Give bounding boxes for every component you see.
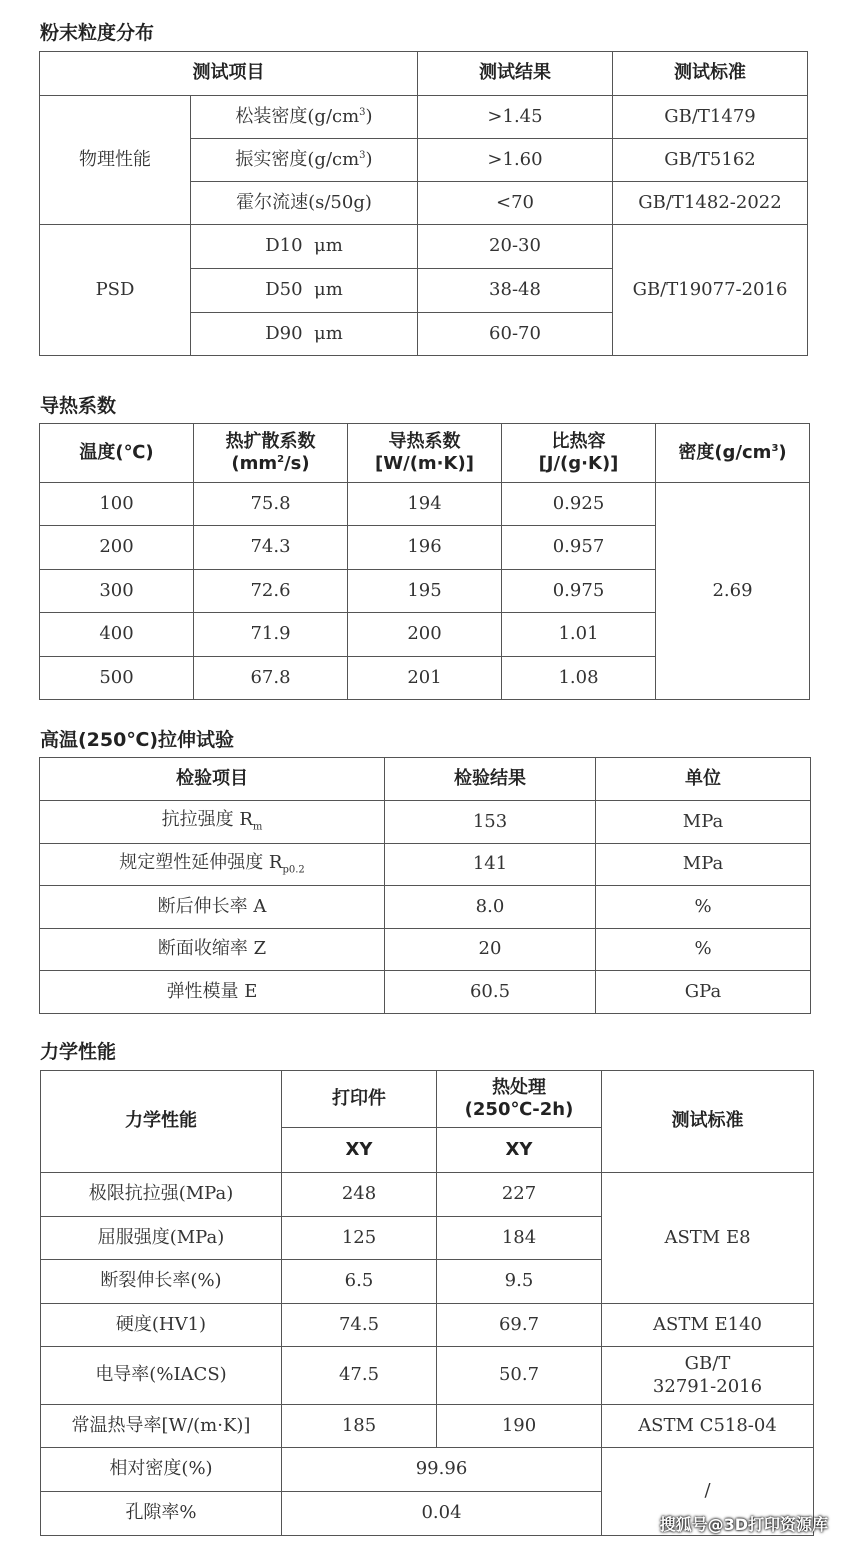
thermal-table bbox=[39, 423, 810, 700]
row-result: <70 bbox=[418, 182, 613, 225]
header-inspection-item: 检验项目 bbox=[40, 758, 385, 801]
row-label: D90 μm bbox=[191, 313, 418, 356]
header-specific-heat: 比热容 [J/(g·K)] bbox=[502, 424, 656, 483]
row-label: 极限抗拉强(MPa) bbox=[41, 1173, 282, 1217]
row-printed: 185 bbox=[282, 1405, 437, 1448]
header-test-result: 测试结果 bbox=[418, 52, 613, 96]
cell-diff: 74.3 bbox=[194, 526, 348, 570]
row-result: 60-70 bbox=[418, 313, 613, 356]
row-label: 弹性模量 E bbox=[40, 971, 385, 1014]
cell-heat: 1.08 bbox=[502, 657, 656, 700]
row-label: 孔隙率% bbox=[41, 1492, 282, 1536]
row-standard: GB/T1482-2022 bbox=[613, 182, 808, 225]
header-inspection-result: 检验结果 bbox=[385, 758, 596, 801]
row-result: >1.45 bbox=[418, 96, 613, 139]
row-label: 断裂伸长率(%) bbox=[41, 1260, 282, 1304]
row-unit: GPa bbox=[596, 971, 811, 1014]
row-heat: 190 bbox=[437, 1405, 602, 1448]
header-xy-heat: XY bbox=[437, 1128, 602, 1173]
group-psd: PSD bbox=[40, 225, 191, 356]
psd-standard: GB/T19077-2016 bbox=[613, 225, 808, 356]
row-result: 8.0 bbox=[385, 886, 596, 929]
cell-temp: 100 bbox=[40, 483, 194, 526]
row-standard: GB/T5162 bbox=[613, 139, 808, 182]
tensile-table bbox=[39, 757, 811, 1014]
row-label: 常温热导率[W/(m·K)] bbox=[41, 1405, 282, 1448]
row-result: 20-30 bbox=[418, 225, 613, 269]
row-printed: 6.5 bbox=[282, 1260, 437, 1304]
row-result: 20 bbox=[385, 929, 596, 971]
row-result: 60.5 bbox=[385, 971, 596, 1014]
row-label: 规定塑性延伸强度 $R_{p0.2}$ bbox=[40, 844, 385, 886]
section-title-powder: 粉末粒度分布 bbox=[40, 22, 155, 44]
row-heat: 50.7 bbox=[437, 1347, 602, 1405]
powder-table bbox=[39, 51, 808, 356]
row-standard: GB/T1479 bbox=[613, 96, 808, 139]
cell-cond: 194 bbox=[348, 483, 502, 526]
header-property: 力学性能 bbox=[41, 1071, 282, 1173]
row-label: 电导率(%IACS) bbox=[41, 1347, 282, 1405]
row-printed: 248 bbox=[282, 1173, 437, 1217]
row-label: 断后伸长率 A bbox=[40, 886, 385, 929]
row-label: 断面收缩率 Z bbox=[40, 929, 385, 971]
header-printed: 打印件 bbox=[282, 1071, 437, 1128]
row-result: 153 bbox=[385, 801, 596, 844]
row-printed: 125 bbox=[282, 1217, 437, 1260]
row-unit: MPa bbox=[596, 844, 811, 886]
cell-temp: 200 bbox=[40, 526, 194, 570]
standard-none: / bbox=[602, 1448, 814, 1536]
row-printed: 47.5 bbox=[282, 1347, 437, 1405]
row-heat: 9.5 bbox=[437, 1260, 602, 1304]
row-label: 振实密度$(g/cm^3)$ bbox=[191, 139, 418, 182]
row-heat: 227 bbox=[437, 1173, 602, 1217]
section-title-tensile: 高温(250℃)拉伸试验 bbox=[40, 729, 235, 751]
cell-temp: 400 bbox=[40, 613, 194, 657]
cell-cond: 201 bbox=[348, 657, 502, 700]
cell-density: 2.69 bbox=[656, 483, 810, 700]
header-xy-printed: XY bbox=[282, 1128, 437, 1173]
cell-heat: 1.01 bbox=[502, 613, 656, 657]
cell-temp: 500 bbox=[40, 657, 194, 700]
porosity-value: 0.04 bbox=[282, 1492, 602, 1536]
relative-density-value: 99.96 bbox=[282, 1448, 602, 1492]
standard-astm-c518: ASTM C518-04 bbox=[602, 1405, 814, 1448]
watermark: 搜狐号@3D打印资源库 bbox=[659, 1515, 828, 1534]
cell-diff: 72.6 bbox=[194, 570, 348, 613]
row-result: >1.60 bbox=[418, 139, 613, 182]
cell-heat: 0.925 bbox=[502, 483, 656, 526]
cell-heat: 0.957 bbox=[502, 526, 656, 570]
header-conductivity: 导热系数 [W/(m·K)] bbox=[348, 424, 502, 483]
header-temperature: 温度(℃) bbox=[40, 424, 194, 483]
header-test-standard: 测试标准 bbox=[613, 52, 808, 96]
row-heat: 184 bbox=[437, 1217, 602, 1260]
group-physical: 物理性能 bbox=[40, 96, 191, 225]
row-unit: % bbox=[596, 929, 811, 971]
header-test-item: 测试项目 bbox=[40, 52, 418, 96]
cell-temp: 300 bbox=[40, 570, 194, 613]
row-heat: 69.7 bbox=[437, 1304, 602, 1347]
mechanical-table bbox=[40, 1070, 814, 1536]
standard-astm-e8: ASTM E8 bbox=[602, 1173, 814, 1304]
cell-cond: 196 bbox=[348, 526, 502, 570]
header-density: 密度$(g/cm^3)$ bbox=[656, 424, 810, 483]
header-diffusivity: 热扩散系数 $(mm^2/s)$ bbox=[194, 424, 348, 483]
section-title-thermal: 导热系数 bbox=[40, 395, 117, 417]
header-standard: 测试标准 bbox=[602, 1071, 814, 1173]
cell-cond: 195 bbox=[348, 570, 502, 613]
row-label: 相对密度(%) bbox=[41, 1448, 282, 1492]
header-unit: 单位 bbox=[596, 758, 811, 801]
cell-diff: 71.9 bbox=[194, 613, 348, 657]
row-label: 霍尔流速(s/50g) bbox=[191, 182, 418, 225]
standard-astm-e140: ASTM E140 bbox=[602, 1304, 814, 1347]
row-result: 141 bbox=[385, 844, 596, 886]
row-label: D50 μm bbox=[191, 269, 418, 313]
row-unit: % bbox=[596, 886, 811, 929]
row-label: 松装密度$(g/cm^3)$ bbox=[191, 96, 418, 139]
row-label: D10 μm bbox=[191, 225, 418, 269]
cell-heat: 0.975 bbox=[502, 570, 656, 613]
row-unit: MPa bbox=[596, 801, 811, 844]
cell-cond: 200 bbox=[348, 613, 502, 657]
header-heat-treated: 热处理 (250℃-2h) bbox=[437, 1071, 602, 1128]
cell-diff: 75.8 bbox=[194, 483, 348, 526]
cell-diff: 67.8 bbox=[194, 657, 348, 700]
row-printed: 74.5 bbox=[282, 1304, 437, 1347]
row-result: 38-48 bbox=[418, 269, 613, 313]
row-label: 抗拉强度 $R_m$ bbox=[40, 801, 385, 844]
section-title-mechanical: 力学性能 bbox=[40, 1041, 117, 1063]
row-label: 硬度(HV1) bbox=[41, 1304, 282, 1347]
row-label: 屈服强度(MPa) bbox=[41, 1217, 282, 1260]
standard-gbt: GB/T 32791-2016 bbox=[602, 1347, 814, 1405]
